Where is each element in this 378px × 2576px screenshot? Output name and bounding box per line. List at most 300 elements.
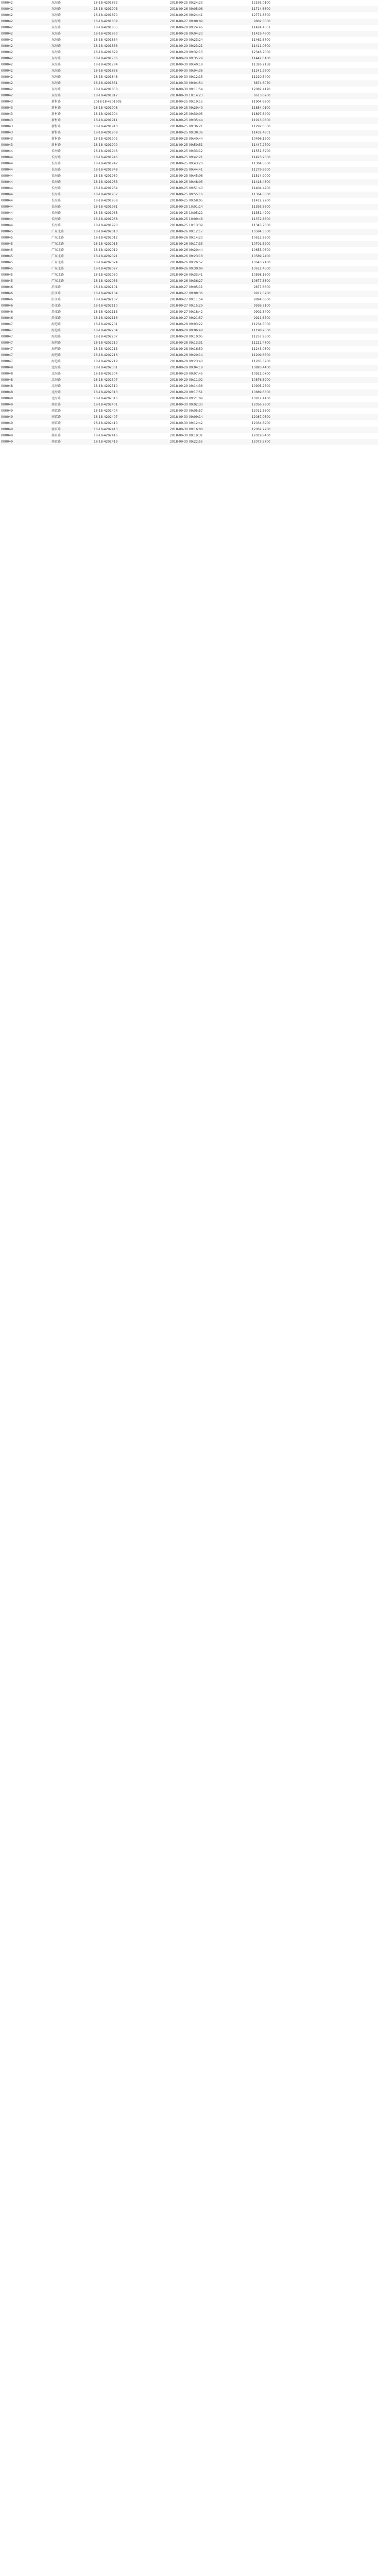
table-row (0, 43, 378, 49)
row-date: 2018-09-25 10:05:22 (170, 211, 203, 215)
row-name: 新村路 (51, 112, 61, 116)
table-row (0, 291, 378, 297)
row-code: 000046 (1, 298, 13, 301)
row-name: 新村路 (51, 106, 61, 110)
table-row (0, 25, 378, 31)
row-date: 2018-09-25 09:58:05 (170, 199, 203, 202)
row-date: 2018-09-26 09:14:23 (170, 236, 203, 240)
table-row (0, 328, 378, 334)
row-code: 000045 (1, 236, 13, 240)
row-name: 东海路 (51, 75, 61, 79)
row-date: 2018-09-30 09:04:54 (170, 81, 203, 85)
row-id: 18-18-4202019 (94, 248, 118, 252)
row-amount: 9894.0800 (253, 298, 270, 301)
row-id: 18-18-4201910 (94, 125, 118, 128)
row-name: 北海路 (51, 384, 61, 388)
row-id: 18-18-4201965 (94, 211, 118, 215)
table-row (0, 247, 378, 253)
table-row (0, 241, 378, 247)
row-id: 18-18-4202313 (94, 391, 118, 394)
row-id: 18-18-4202030 (94, 273, 118, 277)
row-date: 2018-09-29 09:21:09 (170, 397, 203, 400)
row-code: 000046 (1, 304, 13, 308)
row-name: 长海路 (51, 217, 61, 221)
row-date: 2018-09-26 09:20:44 (170, 248, 203, 252)
row-date: 2018-09-26 09:24:41 (170, 13, 203, 17)
row-code: 000046 (1, 285, 13, 289)
row-code: 000049 (1, 434, 13, 437)
row-code: 000042 (1, 7, 13, 11)
table-row (0, 62, 378, 68)
row-amount: 11412.7200 (251, 199, 270, 202)
row-id: 18-18-4201858 (94, 69, 118, 73)
row-date: 2018-09-25 10:13:39 (170, 224, 203, 227)
row-date: 2018-09-29 09:04:18 (170, 366, 203, 369)
table-row (0, 377, 378, 383)
table-row (0, 266, 378, 272)
row-code: 000042 (1, 69, 13, 73)
row-name: 广东北路 (51, 261, 64, 264)
row-code: 000042 (1, 63, 13, 66)
row-date: 2018-09-26 09:33:41 (170, 273, 203, 277)
row-id: 18-18-4202010 (94, 230, 118, 233)
row-name: 沿江路 (51, 285, 61, 289)
row-id: 18-18-4201850 (94, 88, 118, 91)
table-row (0, 340, 378, 346)
row-id: 18-18-4201817 (94, 94, 118, 97)
row-amount: 11432.4801 (251, 131, 270, 134)
table-row (0, 74, 378, 80)
table-row (0, 80, 378, 87)
row-date: 2018-09-25 09:40:44 (170, 137, 203, 141)
row-name: 长海路 (51, 168, 61, 172)
row-name: 长海路 (51, 187, 61, 190)
row-amount: 11243.0800 (251, 347, 270, 351)
table-row (0, 383, 378, 389)
row-name: 东海路 (51, 32, 61, 36)
row-amount: 11418.4800 (251, 180, 270, 184)
row-date: 2018-09-30 09:16:08 (170, 428, 203, 431)
table-row (0, 31, 378, 37)
table-row (0, 420, 378, 427)
row-name: 广东北路 (51, 236, 64, 240)
row-id: 18-18-4202404 (94, 409, 118, 413)
row-code: 000044 (1, 211, 13, 215)
table-row (0, 56, 378, 62)
row-id: 18-18-4201831 (94, 81, 118, 85)
row-date: 2018-09-25 09:55:16 (170, 193, 203, 196)
row-date: 2018-09-30 09:11:54 (170, 88, 203, 91)
row-amount: 10921.0700 (251, 372, 270, 376)
row-date: 2018-09-28 09:16:59 (170, 347, 203, 351)
row-name: 东海路 (51, 57, 61, 60)
row-amount: 10589.7400 (251, 255, 270, 258)
row-date: 2018-09-25 09:33:12 (170, 149, 203, 153)
row-name: 南京路 (51, 428, 61, 431)
row-code: 000046 (1, 316, 13, 320)
row-name: 海港路 (51, 347, 61, 351)
row-amount: 10612.8800 (251, 236, 270, 240)
row-id: 2018-18-4201905 (94, 100, 122, 104)
row-name: 南京路 (51, 440, 61, 444)
row-amount: 9802.0000 (253, 20, 270, 23)
row-id: 18-18-4202207 (94, 335, 118, 338)
row-amount: 10889.6300 (251, 391, 270, 394)
row-date: 2018-09-30 09:19:31 (170, 434, 203, 437)
row-code: 000042 (1, 38, 13, 42)
row-code: 000049 (1, 403, 13, 406)
row-date: 2018-09-28 09:24:46 (170, 26, 203, 29)
table-row (0, 439, 378, 445)
row-code: 000043 (1, 106, 13, 110)
row-code: 000047 (1, 323, 13, 326)
table-row (0, 334, 378, 340)
row-amount: 10584.3300 (251, 230, 270, 233)
row-name: 长海路 (51, 174, 61, 178)
row-code: 000044 (1, 156, 13, 159)
row-amount: 11423.2600 (251, 156, 270, 159)
row-code: 000047 (1, 353, 13, 357)
row-name: 沿江路 (51, 292, 61, 295)
row-date: 2018-09-25 09:48:05 (170, 180, 203, 184)
row-name: 新村路 (51, 143, 61, 147)
table-row (0, 433, 378, 439)
row-code: 000049 (1, 440, 13, 444)
table-row (0, 216, 378, 223)
row-id: 18-18-4202107 (94, 298, 118, 301)
row-code: 000044 (1, 149, 13, 153)
row-date: 2018-09-26 09:26:52 (170, 261, 203, 264)
row-date: 2018-09-28 09:23:40 (170, 360, 203, 363)
row-amount: 12062.2200 (251, 428, 270, 431)
row-amount: 10643.2100 (251, 261, 270, 264)
table-row (0, 117, 378, 124)
row-date: 2018-09-29 09:07:45 (170, 372, 203, 376)
row-code: 000048 (1, 372, 13, 376)
row-date: 2018-09-30 09:09:14 (170, 415, 203, 419)
table-row (0, 192, 378, 198)
row-code: 000045 (1, 230, 13, 233)
table-row (0, 161, 378, 167)
row-name: 长海路 (51, 205, 61, 209)
row-id: 18-18-4202021 (94, 255, 118, 258)
table-row (0, 223, 378, 229)
row-code: 000048 (1, 384, 13, 388)
row-name: 长海路 (51, 149, 61, 153)
row-amount: 12034.6900 (251, 421, 270, 425)
row-date: 2018-09-29 09:17:51 (170, 391, 203, 394)
row-date: 2018-09-25 09:38:36 (170, 131, 203, 134)
row-code: 000049 (1, 428, 13, 431)
row-code: 000044 (1, 193, 13, 196)
row-date: 2018-09-29 09:14:36 (170, 384, 203, 388)
row-code: 000047 (1, 335, 13, 338)
row-name: 沿江路 (51, 310, 61, 314)
row-name: 南京路 (51, 421, 61, 425)
row-code: 000042 (1, 20, 13, 23)
row-amount: 11514.9000 (251, 174, 270, 178)
row-id: 18-18-4202401 (94, 403, 118, 406)
row-amount: 12087.0500 (251, 415, 270, 419)
row-date: 2018-09-25 09:43:20 (170, 162, 203, 165)
row-id: 18-18-4201954 (94, 187, 118, 190)
row-code: 000044 (1, 162, 13, 165)
row-amount: 11210.5400 (251, 75, 270, 79)
row-date: 2018-09-28 09:06:48 (170, 329, 203, 332)
row-name: 海港路 (51, 323, 61, 326)
row-id: 18-18-4201957 (94, 193, 118, 196)
row-amount: 10598.1600 (251, 273, 270, 277)
row-code: 000044 (1, 180, 13, 184)
row-code: 000042 (1, 26, 13, 29)
row-amount: 11897.6400 (251, 112, 270, 116)
row-amount: 12073.5700 (251, 440, 270, 444)
row-code: 000045 (1, 279, 13, 283)
row-id: 18-18-4202219 (94, 360, 118, 363)
row-amount: 12011.3600 (251, 409, 270, 413)
table-row (0, 167, 378, 173)
row-amount: 11279.6900 (251, 168, 270, 172)
row-code: 000044 (1, 168, 13, 172)
table-row (0, 136, 378, 142)
table-row (0, 68, 378, 74)
row-name: 海港路 (51, 360, 61, 363)
row-date: 2018-09-30 09:40:18 (170, 63, 203, 66)
row-amount: 11265.3200 (251, 360, 270, 363)
row-name: 北海路 (51, 378, 61, 382)
row-amount: 12771.8800 (251, 13, 270, 17)
table-row (0, 253, 378, 260)
table-row (0, 229, 378, 235)
row-date: 2018-09-29 09:11:02 (170, 378, 203, 382)
row-amount: 8874.6070 (253, 81, 270, 85)
row-date: 2018-09-30 09:12:15 (170, 75, 203, 79)
row-amount: 9877.6600 (253, 285, 270, 289)
row-amount: 11372.8800 (251, 217, 270, 221)
table-row (0, 148, 378, 155)
table-row (0, 427, 378, 433)
row-date: 2018-09-25 10:09:48 (170, 217, 203, 221)
row-code: 000046 (1, 292, 13, 295)
row-date: 2018-09-30 09:12:42 (170, 421, 203, 425)
row-amount: 11241.2600 (251, 69, 270, 73)
row-id: 18-18-4202301 (94, 366, 118, 369)
row-date: 2018-09-28 09:03:22 (170, 323, 203, 326)
table-row (0, 0, 378, 6)
row-name: 长海路 (51, 162, 61, 165)
table-row (0, 124, 378, 130)
row-name: 南京路 (51, 403, 61, 406)
row-code: 000049 (1, 415, 13, 419)
row-id: 18-18-4201909 (94, 131, 118, 134)
row-amount: 11424.4301 (251, 26, 270, 29)
row-id: 18-18-4202416 (94, 434, 118, 437)
row-amount: 10912.4100 (251, 397, 270, 400)
row-code: 000042 (1, 75, 13, 79)
table-row (0, 278, 378, 284)
table-row (0, 408, 378, 414)
row-name: 北海路 (51, 397, 61, 400)
table-row (0, 359, 378, 365)
row-name: 东海路 (51, 69, 61, 73)
table-row (0, 235, 378, 241)
row-amount: 11462.6700 (251, 38, 270, 42)
row-code: 000042 (1, 44, 13, 48)
row-code: 000045 (1, 267, 13, 270)
row-date: 2018-09-27 09:18:42 (170, 310, 203, 314)
table-row (0, 179, 378, 185)
row-id: 18-18-4201958 (94, 199, 118, 202)
row-id: 18-18-4201946 (94, 156, 118, 159)
row-date: 2018-09-30 09:05:57 (170, 409, 203, 413)
row-amount: 11714.6800 (251, 7, 270, 11)
row-id: 18-18-4202407 (94, 415, 118, 419)
table-row (0, 93, 378, 99)
table-row (0, 260, 378, 266)
row-name: 东海路 (51, 88, 61, 91)
row-code: 000043 (1, 131, 13, 134)
row-name: 东海路 (51, 44, 61, 48)
row-date: 2018-09-25 09:42:21 (170, 156, 203, 159)
table-row (0, 315, 378, 321)
row-id: 18-18-4201848 (94, 75, 118, 79)
row-amount: 12082.4170 (251, 88, 270, 91)
row-name: 长海路 (51, 193, 61, 196)
row-date: 2018-09-28 09:04:23 (170, 32, 203, 36)
row-date: 2018-09-27 09:21:57 (170, 316, 203, 320)
row-name: 南京路 (51, 409, 61, 413)
row-name: 海港路 (51, 335, 61, 338)
row-amount: 9902.3400 (253, 310, 270, 314)
row-code: 000049 (1, 421, 13, 425)
row-code: 000043 (1, 100, 13, 104)
row-code: 000044 (1, 174, 13, 178)
row-name: 新村路 (51, 131, 61, 134)
row-code: 000045 (1, 242, 13, 246)
row-date: 2018-09-26 09:23:18 (170, 255, 203, 258)
row-name: 东海路 (51, 63, 61, 66)
table-row (0, 210, 378, 216)
row-date: 2018-09-25 09:24:23 (170, 1, 203, 5)
row-date: 2018-09-25 09:30:05 (170, 112, 203, 116)
row-name: 南京路 (51, 415, 61, 419)
row-id: 18-18-4201902 (94, 137, 118, 141)
row-code: 000047 (1, 329, 13, 332)
row-code: 000042 (1, 94, 13, 97)
table-row (0, 12, 378, 19)
row-id: 18-18-4201904 (94, 112, 118, 116)
row-date: 2018-09-29 09:35:29 (170, 57, 203, 60)
table-row (0, 49, 378, 56)
row-date: 2018-09-30 09:22:55 (170, 440, 203, 444)
row-id: 18-18-4201834 (94, 38, 118, 42)
row-code: 000049 (1, 409, 13, 413)
table-row (0, 346, 378, 352)
row-code: 000044 (1, 187, 13, 190)
row-amount: 10701.5200 (251, 242, 270, 246)
row-name: 海港路 (51, 353, 61, 357)
table-row (0, 185, 378, 192)
row-code: 000047 (1, 341, 13, 345)
row-code: 000042 (1, 81, 13, 85)
row-id: 18-18-4201970 (94, 224, 118, 227)
row-code: 000048 (1, 397, 13, 400)
row-name: 东海路 (51, 38, 61, 42)
row-amount: 9936.7100 (253, 304, 270, 308)
row-code: 000044 (1, 224, 13, 227)
row-id: 18-18-4202104 (94, 292, 118, 295)
row-id: 18-18-4202015 (94, 242, 118, 246)
row-date: 2018-09-26 09:30:09 (170, 267, 203, 270)
row-id: 18-18-4201903 (94, 7, 118, 11)
row-name: 北海路 (51, 391, 61, 394)
row-amount: 10655.0600 (251, 248, 270, 252)
row-id: 18-18-4201961 (94, 205, 118, 209)
table-row (0, 272, 378, 278)
row-amount: 11292.0500 (251, 125, 270, 128)
row-date: 2018-09-27 09:11:54 (170, 298, 203, 301)
row-code: 000048 (1, 391, 13, 394)
row-code: 000043 (1, 112, 13, 116)
row-name: 广东北路 (51, 230, 64, 233)
row-amount: 11904.6200 (251, 100, 270, 104)
table-row (0, 414, 378, 420)
row-date: 2018-09-29 09:23:21 (170, 44, 203, 48)
table-row (0, 6, 378, 12)
row-id: 18-18-4201911 (94, 118, 118, 122)
row-amount: 12019.8400 (251, 434, 270, 437)
row-id: 18-18-4202024 (94, 261, 118, 264)
row-id: 18-18-4202216 (94, 353, 118, 357)
row-amount: 11364.5000 (251, 193, 270, 196)
row-amount: 11257.9300 (251, 335, 270, 338)
row-amount: 9921.8700 (253, 316, 270, 320)
row-name: 东海路 (51, 13, 61, 17)
row-name: 广东北路 (51, 279, 64, 283)
row-name: 广东北路 (51, 255, 64, 258)
row-id: 18-18-4201860 (94, 32, 118, 36)
table-row (0, 303, 378, 309)
row-id: 18-18-4202410 (94, 421, 118, 425)
table-row (0, 19, 378, 25)
row-code: 000047 (1, 360, 13, 363)
table-row (0, 284, 378, 291)
row-code: 000045 (1, 261, 13, 264)
row-amount: 11221.4700 (251, 341, 270, 345)
row-name: 北海路 (51, 372, 61, 376)
table-row (0, 173, 378, 179)
row-id: 18-18-4201948 (94, 168, 118, 172)
row-date: 2018-09-26 09:12:17 (170, 230, 203, 233)
row-name: 海港路 (51, 329, 61, 332)
row-amount: 10876.5900 (251, 378, 270, 382)
table-row (0, 204, 378, 210)
row-name: 新村路 (51, 100, 61, 104)
table-row (0, 365, 378, 371)
row-id: 18-18-4202027 (94, 267, 118, 270)
row-amount: 11411.0600 (251, 44, 270, 48)
row-name: 广东北路 (51, 273, 64, 277)
row-date: 2018-09-27 09:05:11 (170, 285, 203, 289)
row-date: 2018-09-28 09:10:05 (170, 335, 203, 338)
table-row (0, 130, 378, 136)
table-row (0, 87, 378, 93)
row-amount: 12056.7800 (251, 403, 270, 406)
row-name: 东海路 (51, 20, 61, 23)
row-code: 000043 (1, 118, 13, 122)
row-date: 2018-09-29 09:32:13 (170, 50, 203, 54)
row-amount: 12346.7000 (251, 50, 270, 54)
